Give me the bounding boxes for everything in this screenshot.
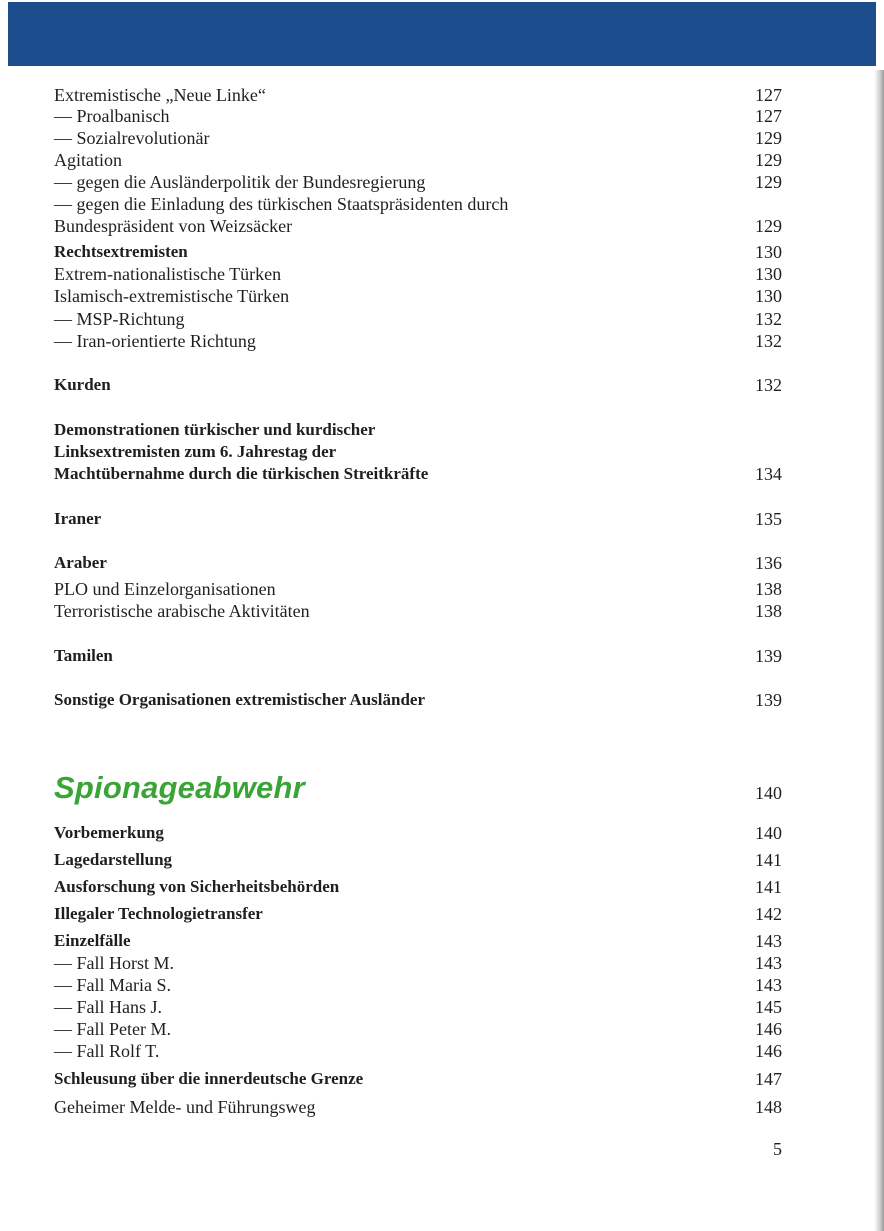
toc-entry-label: — gegen die Einladung des türkischen Staatspräsidenten durch — [54, 194, 509, 214]
toc-entry-page: 139 — [755, 690, 782, 710]
toc-entry — [54, 903, 782, 925]
toc-entry-page: 143 — [755, 975, 782, 995]
toc-entry-label: Einzelfälle — [54, 931, 131, 950]
toc-entry-label: Araber — [54, 553, 107, 572]
toc-entry-page: 129 — [755, 216, 782, 236]
toc-entry — [54, 308, 782, 330]
toc-entry — [54, 215, 782, 237]
toc-entry — [54, 974, 782, 996]
toc-entry — [54, 285, 782, 307]
toc-entry-label: Geheimer Melde- und Führungsweg — [54, 1097, 316, 1117]
toc-entry — [54, 374, 782, 396]
toc-entry-page: 136 — [755, 553, 782, 573]
toc-entry-page: 138 — [755, 579, 782, 599]
toc-entry-page: 127 — [755, 106, 782, 126]
toc-entry — [54, 330, 782, 352]
toc-entry-page: 141 — [755, 877, 782, 897]
toc-entry-label: Extremistische „Neue Linke“ — [54, 85, 266, 105]
toc-entry — [54, 600, 782, 622]
section-title: Spionageabwehr — [54, 770, 305, 805]
toc-entry-page: 138 — [755, 601, 782, 621]
toc-entry — [54, 996, 782, 1018]
toc-entry — [54, 930, 782, 952]
section-page-number: 140 — [755, 783, 782, 803]
toc-entry — [54, 552, 782, 574]
toc-entry-label: PLO und Einzelorganisationen — [54, 579, 276, 599]
toc-entry — [54, 1068, 782, 1090]
toc-entry — [54, 508, 782, 530]
toc-entry-page: 132 — [755, 375, 782, 395]
toc-entry-page: 135 — [755, 509, 782, 529]
toc-entry-label: — Fall Horst M. — [54, 953, 175, 973]
toc-entry-label: Vorbemerkung — [54, 823, 164, 842]
toc-entry — [54, 171, 782, 193]
toc-entry-label: — Fall Peter M. — [54, 1019, 171, 1039]
toc-entry-page: 146 — [755, 1041, 782, 1061]
toc-entry — [54, 645, 782, 667]
toc-entry-label: Bundespräsident von Weizsäcker — [54, 216, 293, 236]
toc-entry-label: Ausforschung von Sicherheitsbehörden — [54, 877, 340, 896]
toc-entry-page: 145 — [755, 997, 782, 1017]
toc-entry-label: — Fall Rolf T. — [54, 1041, 160, 1061]
toc-entry — [54, 419, 782, 441]
toc-entry — [54, 1040, 782, 1062]
toc-entry-label: — Fall Maria S. — [54, 975, 171, 995]
toc-entry — [54, 1018, 782, 1040]
toc-entry — [54, 849, 782, 871]
toc-entry-page: 141 — [755, 850, 782, 870]
toc-entry — [54, 263, 782, 285]
toc-entry — [54, 822, 782, 844]
toc-entry-label: Schleusung über die innerdeutsche Grenze — [54, 1069, 364, 1088]
toc-entry-page: 132 — [755, 331, 782, 351]
toc-entry-label: Rechtsextremisten — [54, 242, 188, 261]
toc-entry-page: 130 — [755, 286, 782, 306]
toc-entry-page: 140 — [755, 823, 782, 843]
toc-entry-label: — Fall Hans J. — [54, 997, 162, 1017]
toc-entry-label: Machtübernahme durch die türkischen Streitkräfte — [54, 464, 429, 483]
toc-entry-label: Extrem-nationalistische Türken — [54, 264, 282, 284]
toc-entry — [54, 463, 782, 485]
toc-entry-page: 147 — [755, 1069, 782, 1089]
toc-entry — [54, 105, 782, 127]
toc-entry — [54, 952, 782, 974]
toc-entry-label: Lagedarstellung — [54, 850, 173, 869]
toc-entry-page: 143 — [755, 931, 782, 951]
toc-entry-page: 130 — [755, 242, 782, 262]
toc-entry-label: Agitation — [54, 150, 122, 170]
toc-entry — [54, 127, 782, 149]
toc-entry — [54, 441, 782, 463]
toc-entry — [54, 84, 782, 106]
toc-entry-label: Terroristische arabische Aktivitäten — [54, 601, 310, 621]
toc-entry — [54, 1096, 782, 1118]
toc-entry-page: 142 — [755, 904, 782, 924]
page-number: 5 — [773, 1139, 782, 1159]
toc-entry — [54, 241, 782, 263]
toc-entry — [54, 876, 782, 898]
toc-entry-page: 129 — [755, 128, 782, 148]
toc-entry-page: 130 — [755, 264, 782, 284]
toc-entry-label: — Iran-orientierte Richtung — [54, 331, 256, 351]
toc-entry-page: 129 — [755, 172, 782, 192]
toc-entry-label: — gegen die Ausländerpolitik der Bundesregierung — [54, 172, 426, 192]
toc-entry-label: — MSP-Richtung — [54, 309, 185, 329]
toc-entry-label: Tamilen — [54, 646, 113, 665]
toc-entry-label: Islamisch-extremistische Türken — [54, 286, 290, 306]
toc-entry-page: 148 — [755, 1097, 782, 1117]
toc-entry — [54, 578, 782, 600]
toc-entry — [54, 193, 782, 215]
toc-entry-label: Sonstige Organisationen extremistischer Ausländer — [54, 690, 426, 709]
toc-entry-label: — Proalbanisch — [54, 106, 170, 126]
toc-entry-page: 132 — [755, 309, 782, 329]
toc-entry-page: 134 — [755, 464, 782, 484]
toc-entry — [54, 149, 782, 171]
toc-entry — [54, 689, 782, 711]
toc-entry-label: Linksextremisten zum 6. Jahrestag der — [54, 442, 337, 461]
toc-entry-page: 129 — [755, 150, 782, 170]
toc-entry-page: 127 — [755, 85, 782, 105]
toc-entry-page: 146 — [755, 1019, 782, 1039]
toc-entry-page: 143 — [755, 953, 782, 973]
toc-entry-label: Demonstrationen türkischer und kurdischer — [54, 420, 376, 439]
toc-entry-label: — Sozialrevolutionär — [54, 128, 210, 148]
toc-entry-page: 139 — [755, 646, 782, 666]
toc-entry-label: Iraner — [54, 509, 102, 528]
toc-entry-label: Kurden — [54, 375, 111, 394]
toc-entry-label: Illegaler Technologietransfer — [54, 904, 263, 923]
